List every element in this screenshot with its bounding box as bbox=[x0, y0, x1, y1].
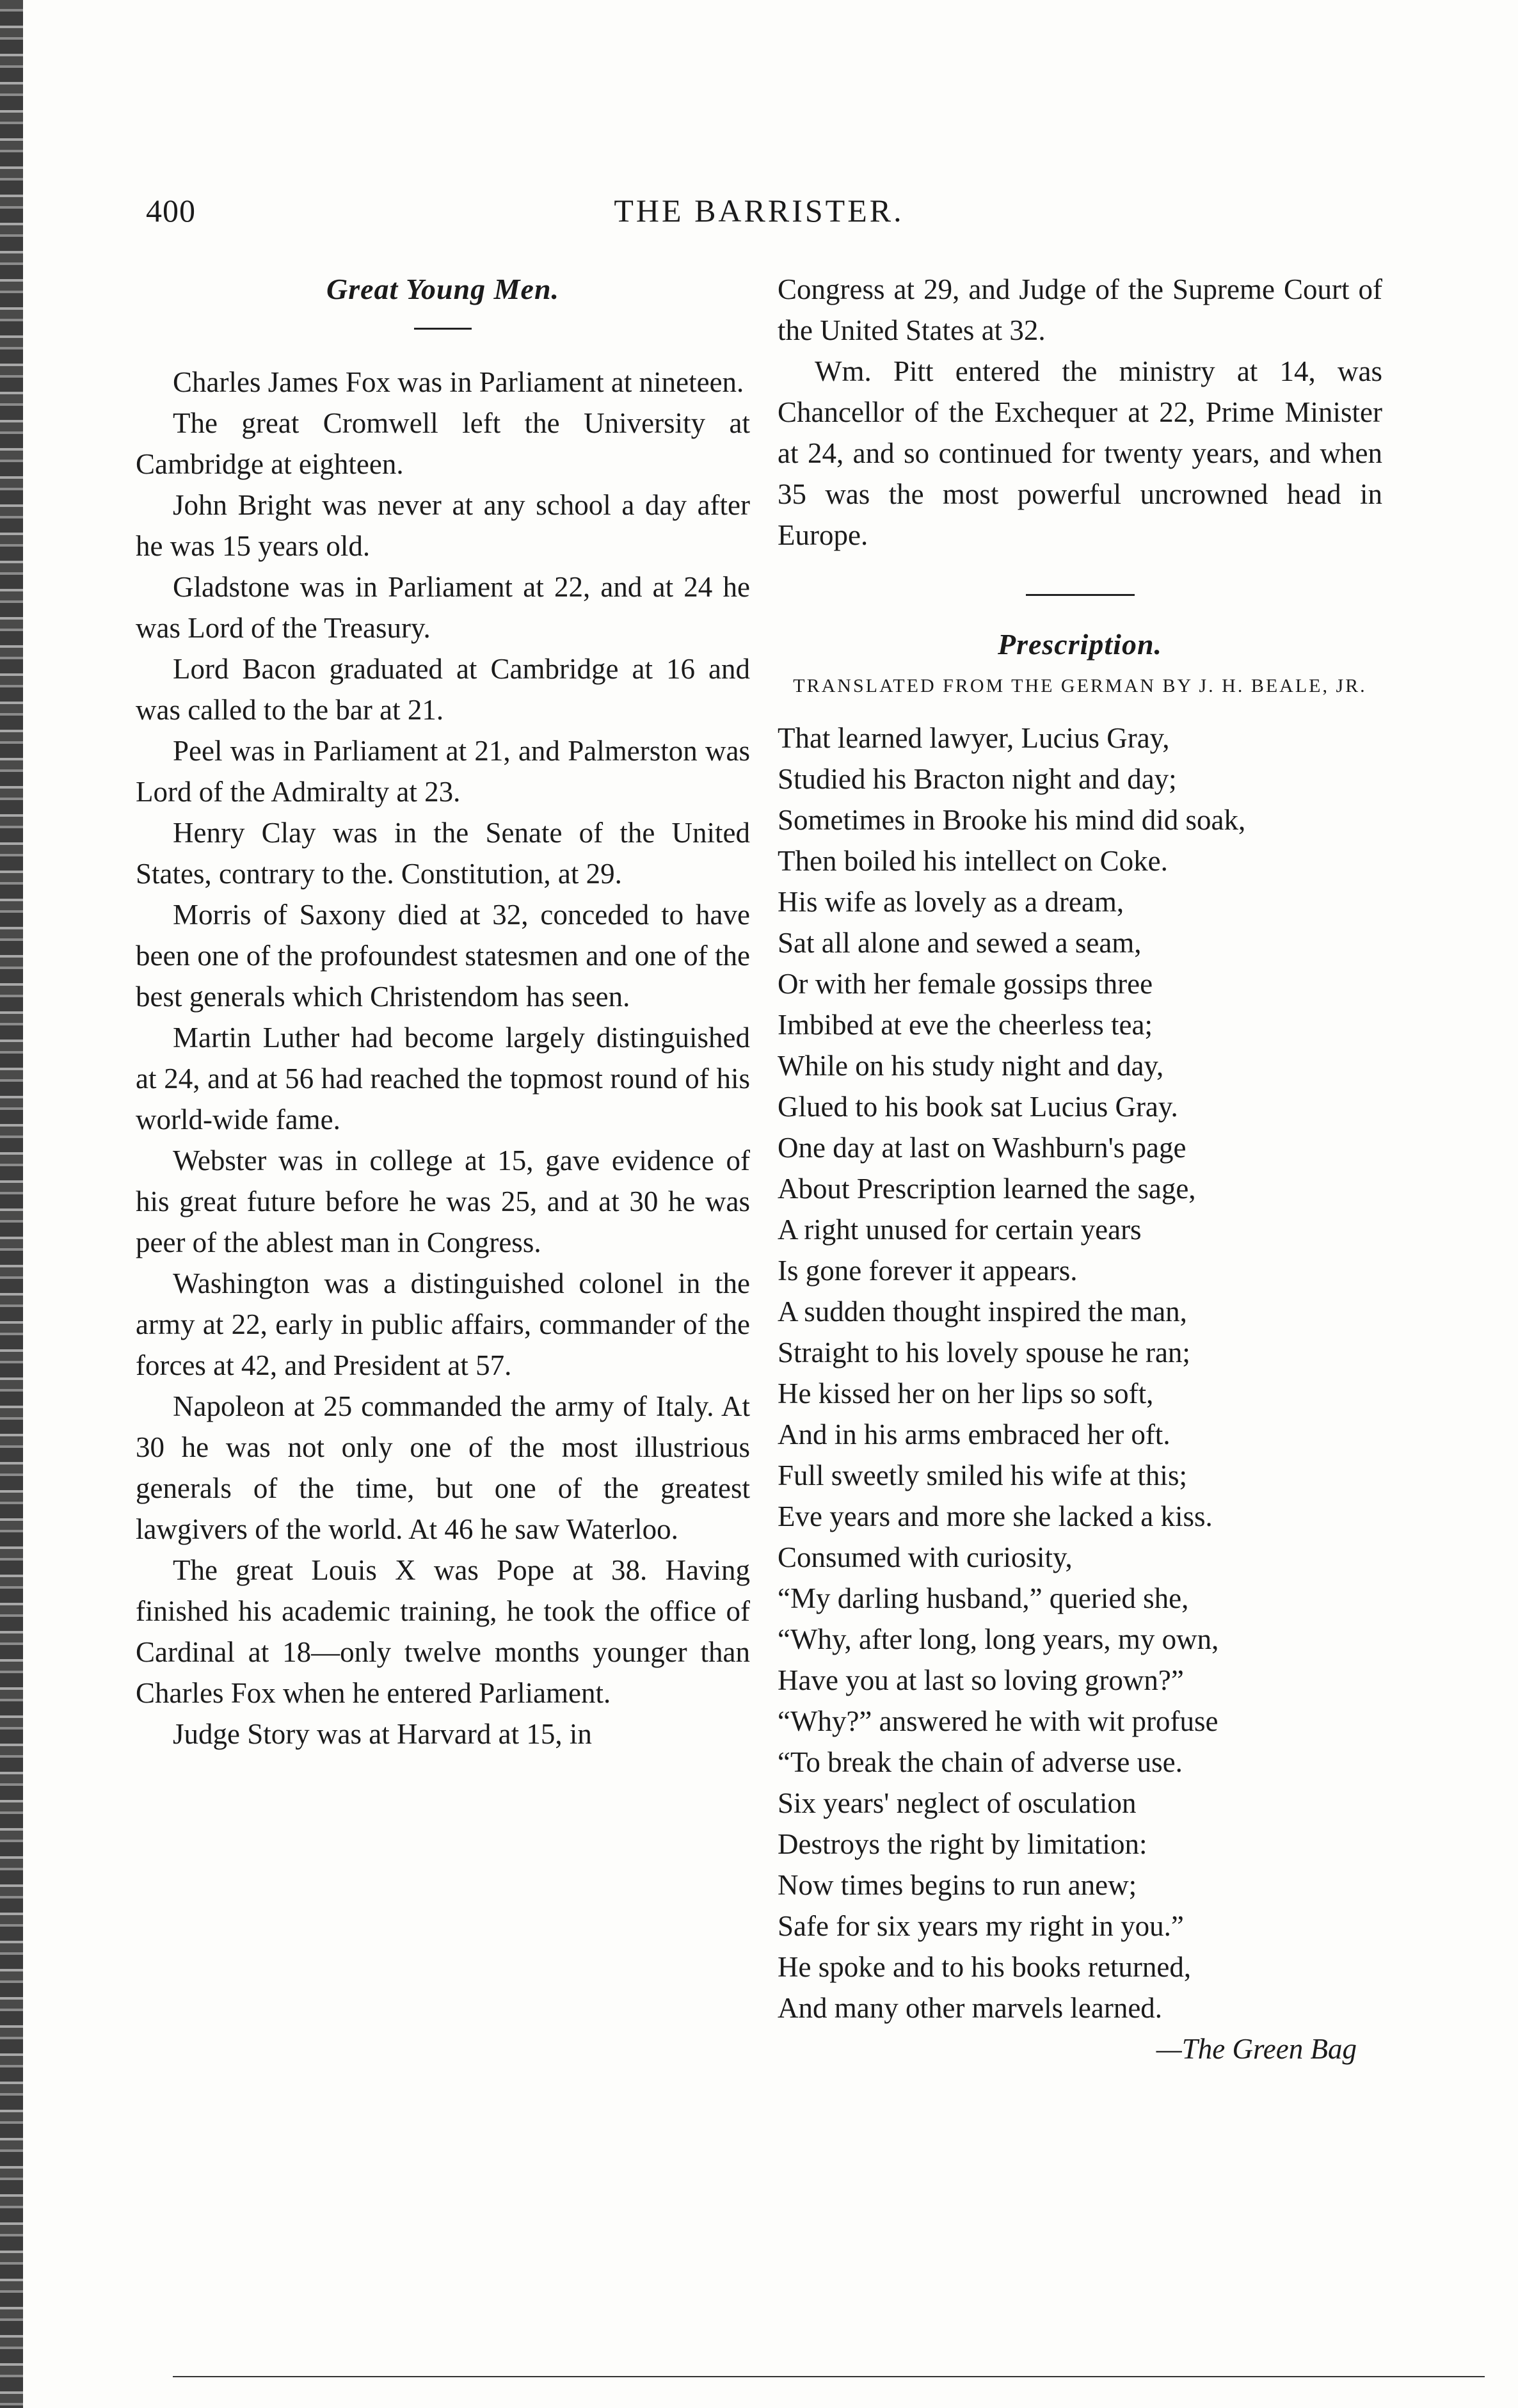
poem-title: Prescription. bbox=[997, 628, 1163, 661]
paragraph: Webster was in college at 15, gave evidence of his great future before he was 25, and at 30 he was peer of the ablest man in Congress. bbox=[136, 1144, 750, 1258]
poem-line: Imbibed at eve the cheerless tea; bbox=[778, 1009, 1153, 1041]
poem-line: Full sweetly smiled his wife at this; bbox=[778, 1459, 1187, 1491]
paragraph: Washington was a distinguished colonel in the army at 22, early in public affairs, commander of the forces at 42, and President at 57. bbox=[136, 1267, 750, 1381]
attribution: —The Green Bag bbox=[1156, 2033, 1357, 2065]
poem-line: Now times begins to run anew; bbox=[778, 1869, 1137, 1901]
poem-line: And many other marvels learned. bbox=[778, 1992, 1163, 2024]
poem-line: Then boiled his intellect on Coke. bbox=[778, 845, 1168, 877]
poem-line: A sudden thought inspired the man, bbox=[778, 1296, 1187, 1328]
paragraph: Charles James Fox was in Parliament at nineteen. bbox=[173, 366, 744, 398]
title-rule bbox=[414, 328, 472, 330]
poem-subtitle: TRANSLATED FROM THE GERMAN BY J. H. BEALE, JR. bbox=[793, 675, 1367, 696]
running-head: THE BARRISTER. bbox=[614, 193, 904, 229]
paragraph: Henry Clay was in the Senate of the United States, contrary to the. Constitution, at 29. bbox=[136, 817, 750, 890]
paragraph: Morris of Saxony died at 32, conceded to have been one of the profoundest statesmen and one of the best generals which Christendom has seen. bbox=[136, 899, 750, 1013]
poem-line: Six years' neglect of osculation bbox=[778, 1787, 1137, 1819]
left-column bbox=[136, 269, 750, 1754]
poem-line: Glued to his book sat Lucius Gray. bbox=[778, 1091, 1178, 1123]
poem-line: “Why, after long, long years, my own, bbox=[778, 1623, 1219, 1655]
poem-line: Studied his Bracton night and day; bbox=[778, 763, 1177, 795]
paragraph: Lord Bacon graduated at Cambridge at 16 and was called to the bar at 21. bbox=[136, 653, 750, 726]
article-title: Great Young Men. bbox=[326, 273, 560, 305]
bottom-rule bbox=[173, 2376, 1485, 2377]
poem-line: He spoke and to his books returned, bbox=[778, 1951, 1192, 1983]
poem-line: One day at last on Washburn's page bbox=[778, 1132, 1186, 1164]
poem-line: “Why?” answered he with wit profuse bbox=[778, 1705, 1218, 1737]
paragraph: Gladstone was in Parliament at 22, and at 24 he was Lord of the Treasury. bbox=[136, 571, 750, 644]
poem-line: About Prescription learned the sage, bbox=[778, 1173, 1196, 1205]
paragraph: The great Louis X was Pope at 38. Having finished his academic training, he took the office of Cardinal at 18—only twelve months younger than Charles Fox when he entered Parliament. bbox=[136, 1554, 750, 1709]
poem-line: Straight to his lovely spouse he ran; bbox=[778, 1336, 1190, 1369]
poem-line: A right unused for certain years bbox=[778, 1214, 1142, 1246]
poem-line: His wife as lovely as a dream, bbox=[778, 886, 1124, 918]
poem-line: “My darling husband,” queried she, bbox=[778, 1582, 1189, 1614]
right-column bbox=[778, 269, 1382, 2069]
poem-line: Sat all alone and sewed a seam, bbox=[778, 927, 1142, 959]
poem bbox=[778, 718, 1382, 2028]
binding-edge bbox=[0, 0, 23, 2408]
poem-line: And in his arms embraced her oft. bbox=[778, 1418, 1170, 1450]
paragraph: Napoleon at 25 commanded the army of Italy. At 30 he was not only one of the most illustrious generals of the time, but one of the greatest lawgivers of the world. At 46 he saw Waterloo. bbox=[136, 1390, 750, 1545]
paragraph: John Bright was never at any school a day after he was 15 years old. bbox=[136, 489, 750, 562]
paragraph: Wm. Pitt entered the ministry at 14, was Chancellor of the Exchequer at 22, Prime Minister at 24, and so continued for twenty years, and when 35 was the most powerful uncrowned head in Europe. bbox=[778, 355, 1382, 551]
poem-line: Safe for six years my right in you.” bbox=[778, 1910, 1184, 1942]
paragraph: Judge Story was at Harvard at 15, in bbox=[173, 1718, 592, 1750]
poem-line: Destroys the right by limitation: bbox=[778, 1828, 1147, 1860]
poem-line: Consumed with curiosity, bbox=[778, 1541, 1073, 1573]
page-number: 400 bbox=[146, 193, 196, 229]
poem-line: Is gone forever it appears. bbox=[778, 1255, 1078, 1287]
poem-line: Have you at last so loving grown?” bbox=[778, 1664, 1184, 1696]
poem-line: “To break the chain of adverse use. bbox=[778, 1746, 1183, 1778]
poem-line: While on his study night and day, bbox=[778, 1050, 1164, 1082]
page-header bbox=[0, 192, 1518, 243]
paragraph: The great Cromwell left the University at Cambridge at eighteen. bbox=[136, 407, 750, 480]
section-rule bbox=[1026, 594, 1135, 596]
poem-line: Or with her female gossips three bbox=[778, 968, 1153, 1000]
poem-line: Eve years and more she lacked a kiss. bbox=[778, 1500, 1213, 1532]
paragraph: Martin Luther had become largely distinguished at 24, and at 56 had reached the topmost round of his world-wide fame. bbox=[136, 1022, 750, 1136]
poem-line: That learned lawyer, Lucius Gray, bbox=[778, 722, 1170, 754]
poem-line: Sometimes in Brooke his mind did soak, bbox=[778, 804, 1246, 836]
continued-paragraph: Congress at 29, and Judge of the Supreme Court of the United States at 32. bbox=[778, 273, 1382, 346]
paragraph: Peel was in Parliament at 21, and Palmerston was Lord of the Admiralty at 23. bbox=[136, 735, 750, 808]
poem-line: He kissed her on her lips so soft, bbox=[778, 1377, 1154, 1409]
